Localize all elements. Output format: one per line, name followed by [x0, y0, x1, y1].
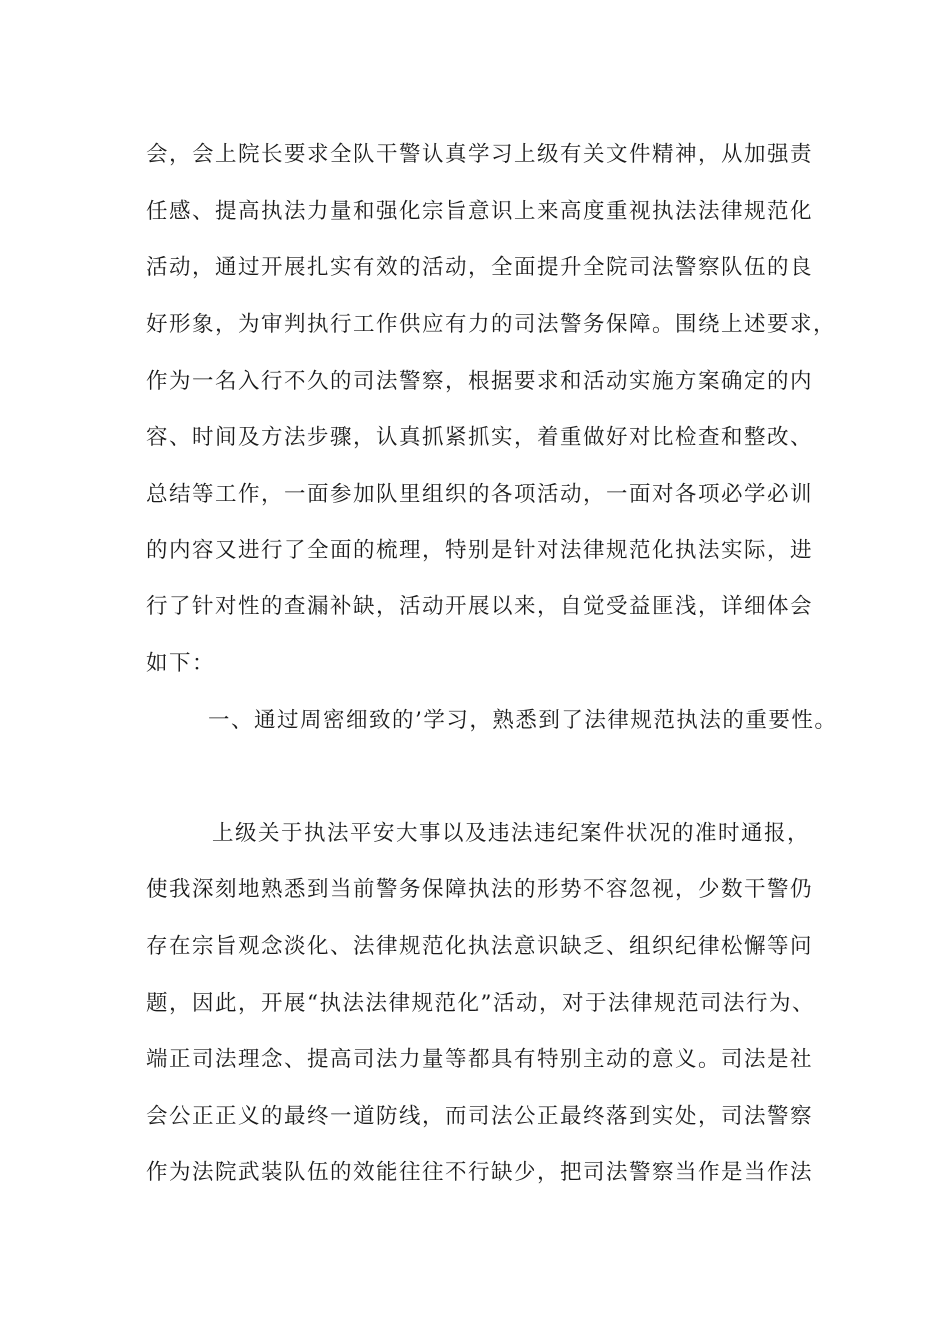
paragraph-line: 行了针对性的查漏补缺，活动开展以来，自觉受益匪浅，详细体会: [146, 594, 814, 619]
paragraph-line: 的内容又进行了全面的梳理，特别是针对法律规范化执法实际，进: [146, 538, 814, 563]
paragraph-line: 总结等工作，一面参加队里组织的各项活动，一面对各项必学必训: [146, 482, 814, 507]
paragraph-line: 端正司法理念、提高司法力量等都具有特别主动的意义。司法是社: [146, 1047, 814, 1072]
paragraph-line: 使我深刻地熟悉到当前警务保障执法的形势不容忽视，少数干警仍: [146, 877, 814, 902]
paragraph-line: 好形象，为审判执行工作供应有力的司法警务保障。围绕上述要求，: [146, 312, 837, 337]
paragraph-line: 活动，通过开展扎实有效的活动，全面提升全院司法警察队伍的良: [146, 255, 814, 280]
paragraph-line: 如下：: [146, 651, 216, 676]
paragraph-line: 容、时间及方法步骤，认真抓紧抓实，着重做好对比检查和整改、: [146, 425, 814, 450]
paragraph-line: 上级关于执法平安大事以及违法违纪案件状况的准时通报，: [212, 821, 811, 846]
paragraph-line: 会公正正义的最终一道防线，而司法公正最终落到实处，司法警察: [146, 1104, 814, 1129]
section-heading: 一、通过周密细致的’学习，熟悉到了法律规范执法的重要性。: [208, 708, 838, 733]
paragraph-line: 会，会上院长要求全队干警认真学习上级有关文件精神，从加强责: [146, 142, 814, 167]
paragraph-line: 作为法院武装队伍的效能往往不行缺少，把司法警察当作是当作法: [146, 1160, 814, 1185]
paragraph-line: 作为一名入行不久的司法警察，根据要求和活动实施方案确定的内: [146, 369, 814, 394]
paragraph-line: 存在宗旨观念淡化、法律规范化执法意识缺乏、组织纪律松懈等问: [146, 934, 814, 959]
paragraph-line: 题，因此，开展“执法法律规范化”活动，对于法律规范司法行为、: [146, 991, 815, 1016]
paragraph-line: 任感、提高执法力量和强化宗旨意识上来高度重视执法法律规范化: [146, 199, 814, 224]
